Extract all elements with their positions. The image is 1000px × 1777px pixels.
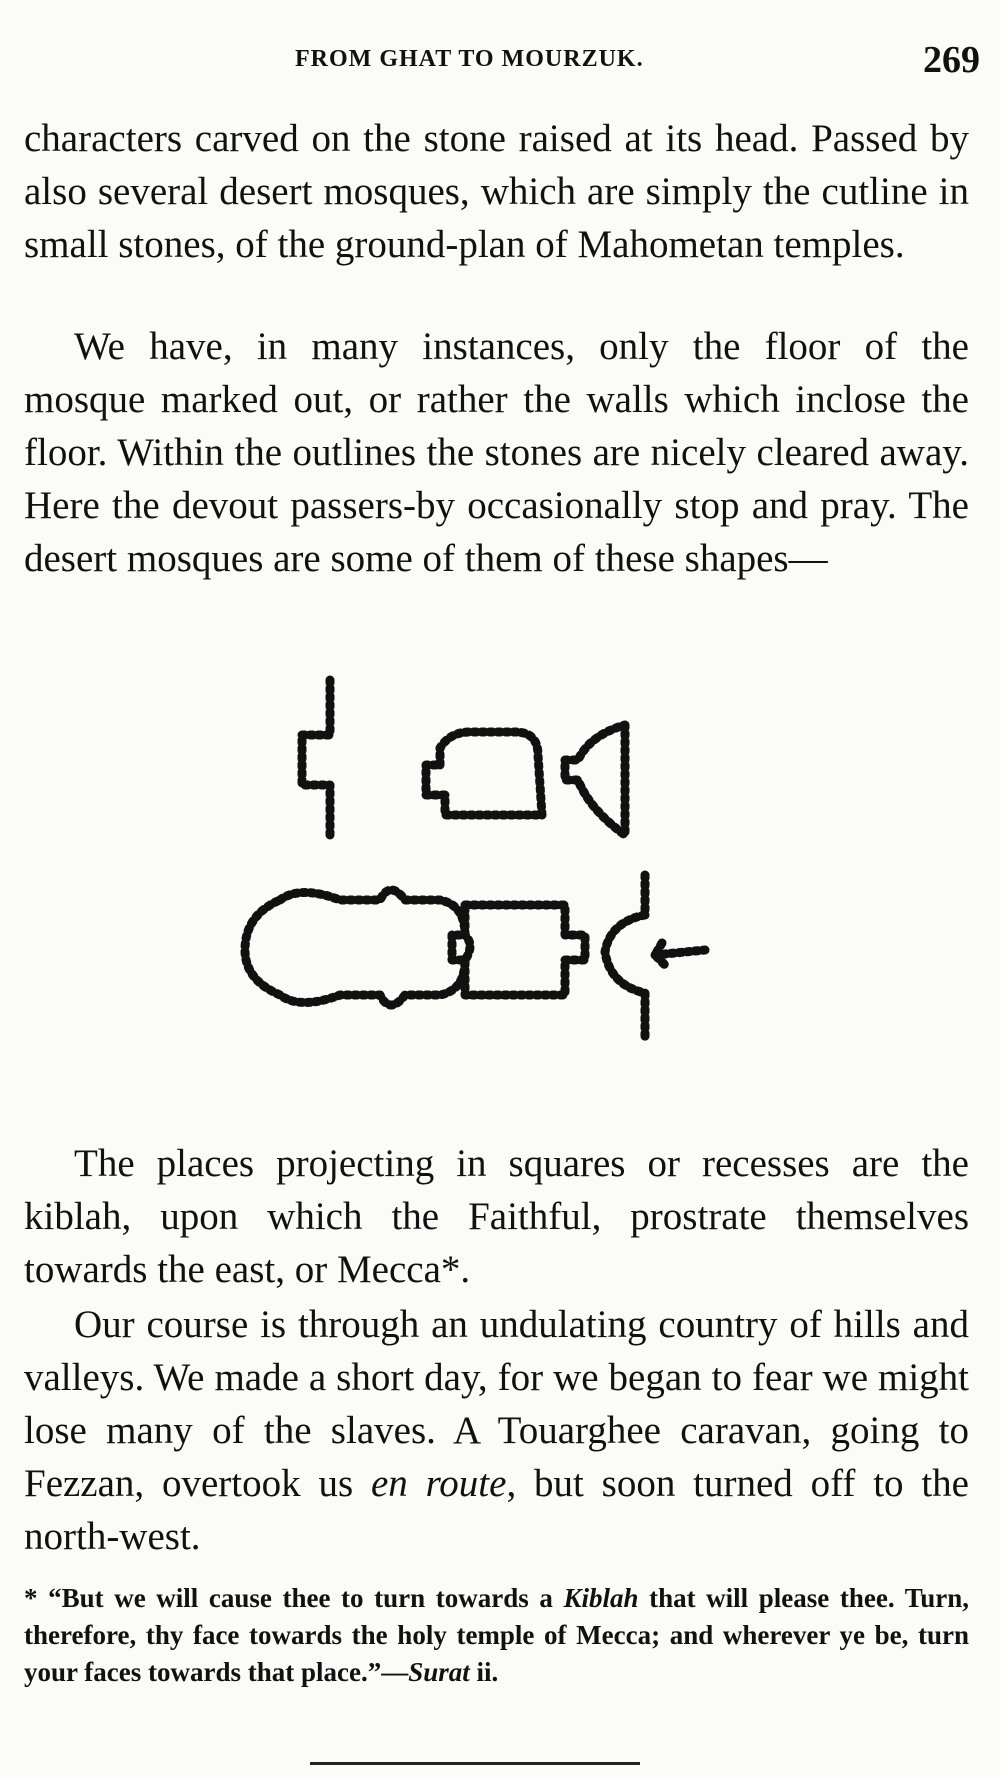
paragraph-3-text: The places projecting in squares or recesses are the kiblah, upon which the Faithful, prostrate themselves towards the east, or Mecca*. [24, 1142, 969, 1291]
mosque-ground-plans-illustration [190, 660, 810, 1100]
running-title: FROM GHAT TO MOURZUK. [295, 46, 644, 72]
bottom-rule [310, 1762, 640, 1765]
page-number: 269 [923, 39, 980, 81]
paragraph-4-text-end: , but soon turned off to the north-west. [24, 1462, 969, 1558]
footnote-part-2: that will please thee. Turn, therefore, thy face towards the holy temple of Mecca; and wherever ye be, turn your faces towards that place.”— [24, 1583, 970, 1687]
plan-half-disc [565, 725, 625, 835]
footnote-part-1: * “But we will cause thee to turn towards a [24, 1583, 564, 1613]
paragraph-1 [24, 112, 969, 271]
paragraph-4-italic: en route [370, 1462, 507, 1505]
plan-curved-recess [605, 875, 645, 1040]
paragraph-4-text-start: Our course is through an undulating country of hills and valleys. We made a short day, for we began to fear we might lose many of the slaves. A Touarghee caravan, going to Fezzan, overtook us [24, 1303, 969, 1505]
paragraph-4-text [24, 1298, 969, 1563]
plan-cruciform-enclosure [245, 890, 470, 1005]
paragraph-2 [24, 320, 969, 585]
footnote-part-3: ii. [469, 1657, 499, 1687]
running-head [295, 38, 980, 81]
footnote-italic-kiblah: Kiblah [563, 1583, 639, 1613]
paragraph-2-text: We have, in many instances, only the floor of the mosque marked out, or rather the walls which inclose the floor. Within the outlines the stones are nicely cleared away. Here the devout passers-by occasionally stop and pray. The desert mosques are some of them of these shapes— [24, 325, 969, 580]
paragraph-4 [24, 1298, 969, 1563]
paragraph-1-text: characters carved on the stone raised at its head. Passed by also several desert mosques, which are simply the cutline in small stones, of the ground-plan of Mahometan temples. [24, 117, 969, 266]
footnote [24, 1580, 969, 1691]
plan-bell-enclosure [426, 732, 542, 815]
plan-wall-square-kiblah [302, 680, 330, 835]
footnote-italic-surat: Surat [408, 1657, 470, 1687]
paragraph-3 [24, 1137, 969, 1296]
plan-arrow-pointer [655, 943, 705, 966]
